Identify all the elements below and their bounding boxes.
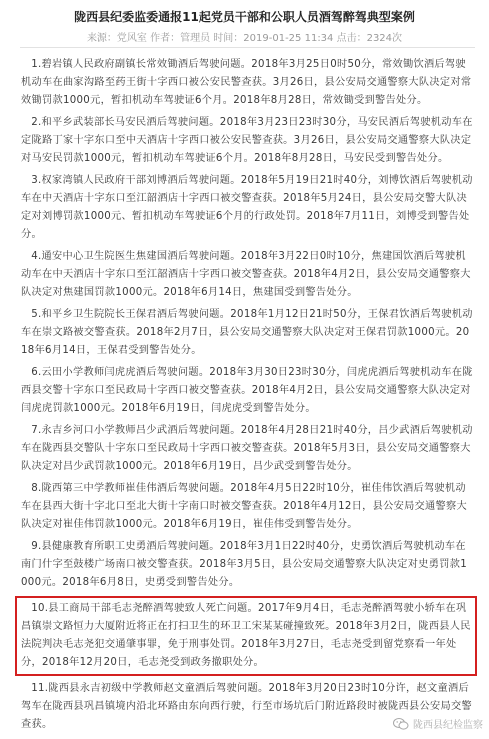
article-title: 陇西县纪委监委通报11起党员干部和公职人员酒驾醉驾典型案例 <box>74 10 415 24</box>
article-meta: 来源：党风室 作者：管理员 时间：2019-01-25 11:34 点击：2324次 <box>86 33 403 44</box>
case-paragraph-4: 4.通安中心卫生院医生焦建国酒后驾驶问题。2018年3月22日0时10分，焦建国饮酒后驾驶机动车在中天酒店十字东口至江韶酒店十字西口被交警查获。2018年4月2日，县公安局交通警察大队决定对焦建国罚款1000元。2018年6月14日，焦建国受到警告处分。 <box>21 251 471 298</box>
case-paragraph-2: 2.和平乡武装部长马安民酒后驾驶问题。2018年3月23日23时30分，马安民酒后驾驶机动车在定陇路丁家十字东口至中天酒店十字西口被公安民警查获。3月26日，县公安局交通警察大队决定对马安民罚款1000元，暂扣机动车驾驶证6个月。2018年8月28日，马安民受到警告处分。 <box>21 117 473 164</box>
case-paragraph-9: 9.县健康教育所职工史勇酒后驾驶问题。2018年3月1日22时40分，史勇饮酒后驾驶机动车在南门什字至鼓楼广场南口被交警查获。2018年3月5日，县公安局交通警察大队决定对史勇罚款1000元。2018年6月8日，史勇受到警告处分。 <box>21 541 467 588</box>
case-paragraph-7: 7.永吉乡河口小学教师吕少武酒后驾驶问题。2018年4月28日21时40分，吕少武酒后驾驶机动车在陇西县交警队十字东口至民政局十字西口被交警查获。2018年5月3日，县公安局交通警察大队决定对吕少武罚款1000元。2018年6月19日，吕少武受到警告处分。 <box>21 425 473 472</box>
watermark-text: 陇西县纪检监察 <box>413 720 483 731</box>
wechat-icon <box>393 717 409 731</box>
case-paragraph-5: 5.和平乡卫生院院长王保君酒后驾驶问题。2018年1月12日21时50分，王保君饮酒后驾驶机动车在崇文路被交警查获。2018年2月7日，县公安局交通警察大队决定对王保君罚款1000元。2018年6月14日，王保君受到警告处分。 <box>21 309 473 356</box>
case-paragraph-8: 8.陇西第三中学教师崔佳伟酒后驾驶问题。2018年4月5日22时10分，崔佳伟饮酒后驾驶机动车在县西大街十字北口至北大街十字南口时被交警查获。2018年4月12日，县公安局交通警察大队决定对崔佳伟罚款1000元。2018年6月19日，崔佳伟受到警告处分。 <box>21 483 467 530</box>
case-paragraph-3: 3.权家湾镇人民政府干部刘博酒后驾驶问题。2018年5月19日21时40分，刘博饮酒后驾驶机动车在中天酒店十字东口至江韶酒店十字西口被交警查获。2018年5月24日，县公安局交警大队决定对刘博罚款1000元、暂扣机动车驾驶证6个月的行政处罚。2018年7月11日，刘博受到警告处分。 <box>21 175 473 240</box>
title-divider <box>20 47 475 48</box>
case-paragraph-1: 1.碧岩镇人民政府副镇长常效锄酒后驾驶问题。2018年3月25日0时50分，常效锄饮酒后驾驶机动车在曲家沟路至药王街十字西口被公安民警查获。3月26日，县公安局交通警察大队决定对常效锄罚款1000元，暂扣机动车驾驶证6个月。2018年8月28日，常效锄受到警告处分。 <box>21 59 472 106</box>
case-paragraph-6: 6.云田小学教师闫虎虎酒后驾驶问题。2018年3月30日23时30分，闫虎虎酒后驾驶机动车在陇西县交警十字东口至民政局十字西口被交警查获。2018年4月2日，县公安局交通警察大队决定对闫虎虎罚款1000元。2018年6月19日，闫虎虎受到警告处分。 <box>21 367 473 414</box>
case-paragraph-10-highlighted: 10.县工商局干部毛志尧醉酒驾驶致人死亡问题。2017年9月4日，毛志尧醉酒驾驶小轿车在巩昌镇崇文路恒力大厦附近将正在打扫卫生的环卫工宋某某碰撞致死。2018年3月2日，陇西县人民法院判决毛志尧犯交通肇事罪，免于刑事处罚。2018年3月27日，毛志尧受到留党察看一年处分，2018年12月20日，毛志尧受到政务撤职处分。 <box>15 596 477 676</box>
article-body <box>21 56 473 738</box>
case-paragraph-11: 11.陇西县永吉初级中学教师赵文童酒后驾驶问题。2018年3月20日23时10分许，赵文童酒后驾车在陇西县巩昌镇境内沿北环路由东向西行驶，行至市场坑后门附近路段时被陇西县公安局交警查获。 <box>21 683 472 730</box>
watermark <box>393 716 483 731</box>
